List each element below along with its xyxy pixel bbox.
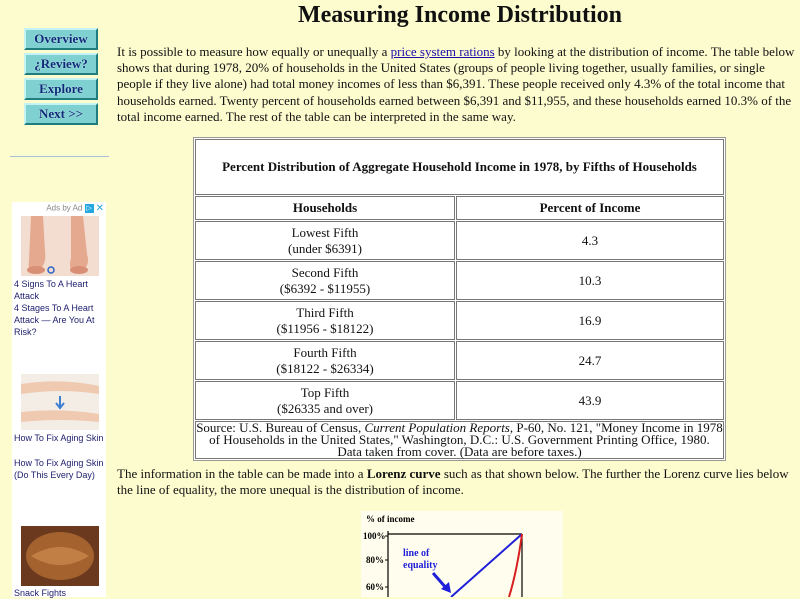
nav-menu <box>24 28 98 128</box>
income-range: (under $6391) <box>287 240 362 256</box>
ad-headline[interactable]: 4 Stages To A Heart Attack — Are You At Risk? <box>14 303 95 337</box>
y-tick-label: 80% <box>366 555 384 565</box>
adchoices-icon[interactable]: ▷ <box>86 205 92 212</box>
equality-annotation <box>403 548 437 571</box>
household-group: Second Fifth <box>291 264 359 280</box>
nav-divider <box>10 156 109 157</box>
income-percent: 10.3 <box>456 261 724 300</box>
intro-paragraph: It is possible to measure how equally or unequally a price system rations by looking at the distribution of income. The table below shows that during 1978, 20% of households in the United States (groups of people living together, usually families, or single people if they live alone) had total money incomes of less than $6,391. These people received only 4.3% of the total income that households earned. Twenty percent of households earned between $6,391 and $11,955, and these households earned 10.3% of the total income earned. The rest of the table can be interpreted in the same way. <box>117 44 795 124</box>
income-distribution-table <box>193 137 726 461</box>
income-range: ($18122 - $26334) <box>276 360 374 376</box>
column-header-percent: Percent of Income <box>456 196 724 220</box>
ad-headline[interactable]: How To Fix Aging Skin <box>14 433 104 443</box>
income-percent: 24.7 <box>456 341 724 380</box>
review-button[interactable]: ¿Review? <box>24 53 98 75</box>
ad-headline[interactable]: Snack Fights <box>14 588 67 598</box>
feet-image[interactable] <box>21 216 99 276</box>
ad-headline[interactable]: How To Fix Aging Skin (Do This Every Day) <box>14 458 104 480</box>
table-row <box>195 381 724 420</box>
equality-annotation-line: line of <box>403 548 430 559</box>
lorenz-chart <box>361 511 563 597</box>
household-group: Fourth Fifth <box>293 344 357 360</box>
table-title: Percent Distribution of Aggregate Household Income in 1978, by Fifths of Households <box>195 139 724 195</box>
chart-ylabel: % of income <box>366 514 415 524</box>
ad-panel <box>12 202 106 597</box>
lorenz-paragraph: The information in the table can be made into a Lorenz curve such as that shown below. The further the Lorenz curve lies below the line of equality, the more unequal is the distribution of income. <box>117 466 789 498</box>
ad-headline[interactable]: 4 Signs To A Heart Attack <box>14 279 88 301</box>
income-percent: 43.9 <box>456 381 724 420</box>
column-header-households: Households <box>195 196 455 220</box>
close-icon[interactable]: ✕ <box>95 203 104 214</box>
next-button[interactable]: Next >> <box>24 103 98 125</box>
table-source-note: Source: U.S. Bureau of Census, Current Population Reports, P-60, No. 121, "Money Income in 1978 of Households in the United States," Washington, D.C.: U.S. Government Printing Office, 1980. Data taken from cover. (Data are before taxes.) <box>196 420 723 459</box>
income-percent: 4.3 <box>456 221 724 260</box>
ad-header <box>46 203 104 214</box>
income-percent: 16.9 <box>456 301 724 340</box>
income-range: ($6392 - $11955) <box>279 280 371 296</box>
table-row <box>195 221 724 260</box>
income-range: ($11956 - $18122) <box>276 320 374 336</box>
household-group: Third Fifth <box>296 304 354 320</box>
income-range: ($26335 and over) <box>276 400 374 416</box>
arm-image[interactable] <box>21 374 99 430</box>
table-row <box>195 261 724 300</box>
lorenz-curve-term: Lorenz curve <box>366 466 441 481</box>
table-row <box>195 341 724 380</box>
ad-label: Ads by Ad <box>46 203 83 213</box>
table-row <box>195 301 724 340</box>
y-tick-label: 60% <box>366 582 384 592</box>
overview-button[interactable]: Overview <box>24 28 98 50</box>
y-tick-label: 100% <box>363 531 386 541</box>
price-system-link[interactable]: price system rations <box>390 44 495 59</box>
equality-annotation-line: equality <box>403 560 438 571</box>
explore-button[interactable]: Explore <box>24 78 98 100</box>
page-title: Measuring Income Distribution <box>298 2 622 28</box>
household-group: Top Fifth <box>300 384 350 400</box>
snack-image[interactable] <box>21 526 99 586</box>
household-group: Lowest Fifth <box>291 224 359 240</box>
